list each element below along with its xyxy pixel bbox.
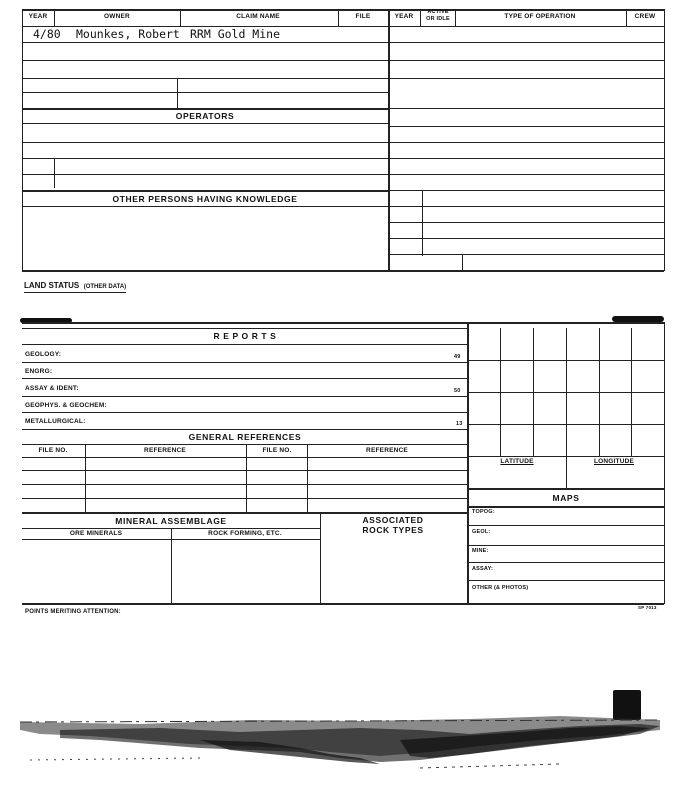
report-metallurgical-margin: 13 — [456, 421, 463, 427]
maps-mine-label: MINE: — [472, 548, 489, 554]
ore-minerals-label: ORE MINERALS — [69, 530, 123, 537]
operators-heading: OPERATORS — [175, 111, 235, 121]
operator-section-rule — [22, 190, 388, 192]
activity-row-line — [390, 158, 664, 159]
maps-row-line — [468, 545, 664, 546]
mineral-assemblage-heading: MINERAL ASSEMBLAGE — [115, 516, 227, 526]
reports-bottom-border — [22, 603, 664, 605]
header-year: YEAR — [28, 13, 48, 20]
activity-row-line — [390, 238, 664, 239]
location-grid-line — [468, 424, 664, 425]
entry-owner: Mounkes, Robert — [76, 27, 180, 41]
land-status-label — [24, 276, 126, 293]
reports-row-line — [22, 396, 468, 397]
activity-row-divider — [422, 190, 423, 256]
reports-row-line — [22, 378, 468, 379]
activity-row-line — [390, 108, 664, 109]
rock-forming-label: ROCK FORMING, ETC. — [208, 530, 282, 537]
maps-other-label: OTHER (& PHOTOS) — [472, 585, 529, 591]
report-metallurgical-label: METALLURGICAL: — [25, 418, 86, 425]
owner-section-rule — [22, 108, 388, 110]
header-owner: OWNER — [104, 13, 130, 20]
right-border — [664, 9, 665, 271]
references-row-line — [22, 457, 468, 458]
references-row-line — [22, 498, 468, 499]
section-bottom-rule — [22, 270, 664, 272]
reports-heading: R E P O R T S — [213, 331, 277, 341]
references-column-divider — [85, 444, 86, 512]
report-engrg-label: ENGRG: — [25, 368, 53, 375]
operator-row-line — [22, 123, 388, 124]
ref-col-file-no-2: FILE NO. — [262, 447, 292, 454]
report-geology-margin: 49 — [454, 354, 461, 360]
header-divider — [420, 9, 421, 26]
header-divider — [180, 9, 181, 26]
header-claim-name: CLAIM NAME — [236, 13, 280, 20]
references-column-divider — [246, 444, 247, 512]
associated-rock-types-line2: ROCK TYPES — [362, 525, 424, 535]
activity-row-divider — [462, 254, 463, 270]
reports-row-line — [22, 429, 468, 430]
references-row-line — [22, 484, 468, 485]
header-file: FILE — [355, 13, 371, 20]
maps-assay-label: ASSAY: — [472, 566, 494, 572]
other-persons-heading: OTHER PERSONS HAVING KNOWLEDGE — [112, 194, 298, 204]
maps-heading: MAPS — [552, 493, 580, 503]
location-grid-line — [468, 392, 664, 393]
activity-row-line — [390, 222, 664, 223]
longitude-label: LONGITUDE — [593, 458, 635, 465]
activity-row-line — [390, 190, 664, 191]
activity-row-line — [390, 126, 664, 127]
reports-row-line — [22, 344, 468, 345]
land-status-subtitle: (OTHER DATA) — [83, 284, 127, 290]
header-divider — [338, 9, 339, 26]
owner-row-line — [22, 60, 388, 61]
ref-col-reference-1: REFERENCE — [144, 447, 186, 454]
scan-noise-artifact — [0, 700, 678, 790]
left-border — [22, 9, 23, 271]
header-type-of-operation: TYPE OF OPERATION — [504, 13, 576, 20]
references-rule — [22, 444, 468, 445]
header-crew: CREW — [634, 13, 656, 20]
general-references-heading: GENERAL REFERENCES — [188, 432, 302, 442]
other-persons-rule — [22, 206, 388, 207]
activity-row-line — [390, 174, 664, 175]
activity-row-line — [390, 42, 664, 43]
maps-heading-rule — [468, 506, 664, 508]
ref-col-file-no-1: FILE NO. — [38, 447, 68, 454]
header-activity-year: YEAR — [394, 13, 414, 20]
operator-row-line — [22, 142, 388, 143]
maps-right-border — [664, 322, 665, 604]
operator-row-divider — [54, 158, 55, 188]
top-border — [22, 9, 664, 11]
associated-rock-types-line1: ASSOCIATED — [362, 515, 424, 525]
reports-top-inner-rule — [22, 328, 468, 329]
references-row-line — [22, 470, 468, 471]
maps-top-rule — [468, 488, 664, 490]
owner-row-line — [22, 92, 388, 93]
lat-long-divider — [566, 456, 567, 488]
activity-row-line — [390, 206, 664, 207]
activity-row-line — [390, 254, 664, 255]
references-column-divider — [307, 444, 308, 512]
ref-col-reference-2: REFERENCE — [366, 447, 408, 454]
reports-row-line — [22, 412, 468, 413]
report-geophys-label: GEOPHYS. & GEOCHEM: — [25, 402, 107, 409]
form-code: SP 7013 — [638, 605, 657, 610]
report-assay-margin: 50 — [454, 388, 461, 394]
location-grid-line — [468, 360, 664, 361]
maps-row-line — [468, 525, 664, 526]
header-active-line2: OR IDLE — [426, 16, 450, 22]
activity-row-line — [390, 78, 664, 79]
references-bottom-rule — [22, 512, 468, 514]
assemblage-divider — [320, 512, 321, 604]
owner-row-divider — [177, 78, 178, 108]
maps-topog-label: TOPOG: — [472, 509, 495, 515]
center-divider — [388, 9, 390, 271]
owner-row-line — [22, 78, 388, 79]
points-meriting-attention: POINTS MERITING ATTENTION: — [25, 609, 121, 615]
report-assay-label: ASSAY & IDENT: — [25, 385, 79, 392]
reports-row-line — [22, 362, 468, 363]
maps-geol-label: GEOL: — [472, 529, 491, 535]
header-active-line1: ACTIVE — [427, 9, 449, 15]
header-divider — [54, 9, 55, 26]
header-divider — [455, 9, 456, 26]
owner-row-line — [22, 42, 388, 43]
entry-claim-name: RRM Gold Mine — [190, 27, 281, 41]
entry-year: 4/80 — [33, 27, 61, 41]
operator-row-line — [22, 174, 388, 175]
header-divider — [626, 9, 627, 26]
activity-row-line — [390, 142, 664, 143]
report-geology-label: GEOLOGY: — [25, 351, 62, 358]
land-status-title: LAND STATUS — [24, 281, 80, 290]
activity-row-line — [390, 60, 664, 61]
operator-row-line — [22, 158, 388, 159]
maps-row-line — [468, 580, 664, 581]
assemblage-column-divider — [171, 528, 172, 604]
reports-top-border — [22, 322, 664, 324]
maps-row-line — [468, 562, 664, 563]
latitude-label: LATITUDE — [500, 458, 534, 465]
